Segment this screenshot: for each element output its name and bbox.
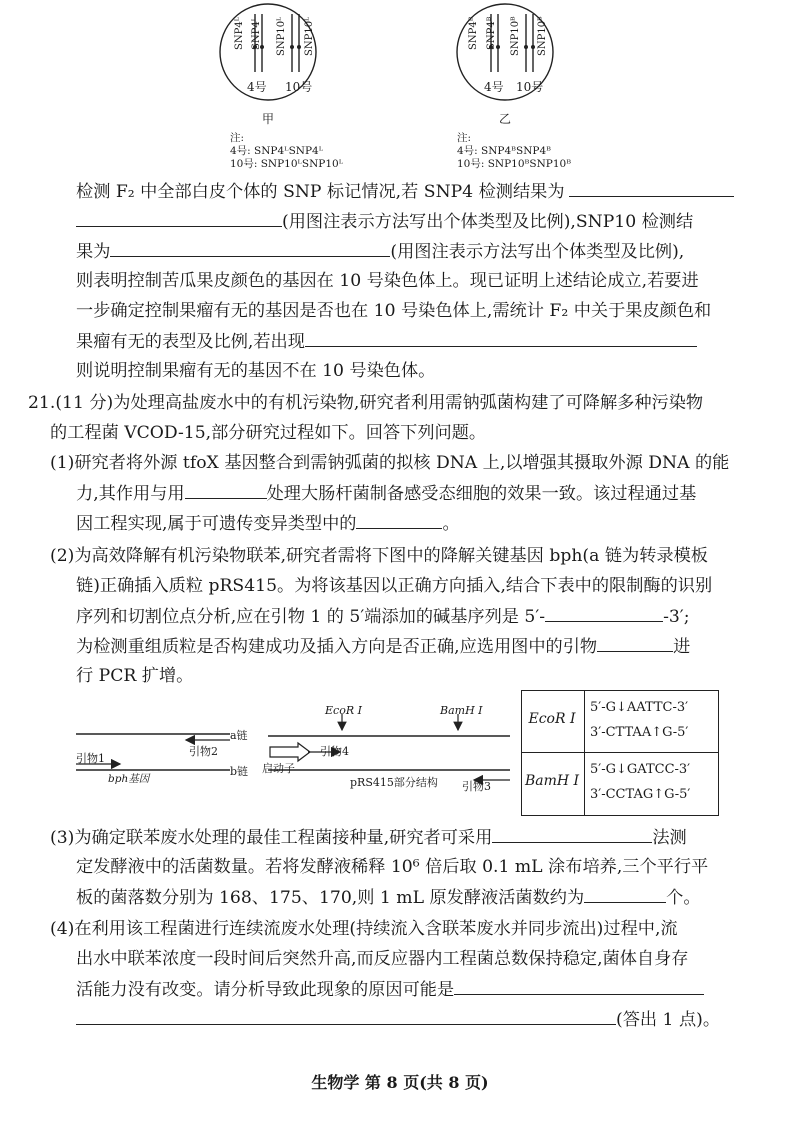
plasmid-label: pRS415部分结构 (350, 776, 438, 789)
enzyme-seq: 5′-G↓GATCC-3′ (590, 762, 691, 777)
q21-part4: (4)在利用该工程菌进行连续流废水处理(持续流入含联苯废水并同步流出)过程中,流 (50, 919, 678, 939)
q20-line: 则表明控制苦瓜果皮颜色的基因在 10 号染色体上。现已证明上述结论成立,若要进 (76, 271, 699, 291)
q21-part4: 出水中联苯浓度一段时间后突然升高,而反应器内工程菌总数保持稳定,菌体自身存 (76, 949, 689, 969)
snp-label: SNP10ᴮ (537, 16, 548, 56)
answer-blank[interactable] (597, 635, 673, 652)
enzyme-name: BamH Ⅰ (524, 773, 580, 789)
snp-label: SNP4ᴸ (234, 17, 245, 50)
figure-notes-right (457, 132, 571, 171)
text: (答出 1 点)。 (616, 1010, 721, 1030)
table-row (522, 691, 718, 752)
text: 果为 (76, 242, 111, 262)
text: 因工程实现,属于可遗传变异类型中的 (76, 514, 357, 534)
q20-line: 一步确定控制果瘤有无的基因是否也在 10 号染色体上,需统计 F₂ 中关于果皮颜色和 (76, 301, 712, 321)
table-row (522, 753, 718, 815)
snp-label: SNP4ᴸ (251, 17, 262, 50)
q21-part2: 链)正确插入质粒 pRS415。为将该基因以正确方向插入,结合下表中的限制酶的识别 (76, 576, 713, 596)
text: 个。 (666, 888, 701, 908)
answer-blank[interactable] (492, 826, 652, 843)
chr-label: 10号 (516, 80, 544, 94)
q21-part2: 行 PCR 扩增。 (76, 666, 194, 686)
snp-label: SNP4ᴮ (486, 16, 497, 50)
text: (3)为确定联苯废水处理的最佳工程菌接种量,研究者可采用 (50, 828, 493, 848)
text: 法测 (652, 828, 687, 848)
note-line: 注: (457, 132, 472, 144)
q21-part3: 定发酵液中的活菌数量。若将发酵液稀释 10⁶ 倍后取 0.1 mL 涂布培养,三个平行平 (76, 857, 709, 877)
primer3-label: 引物3 (462, 780, 491, 793)
text: 为检测重组质粒是否构建成功及插入方向是否正确,应选用图中的引物 (76, 637, 598, 657)
figure-notes-left (230, 132, 343, 171)
chr-label: 4号 (247, 80, 267, 94)
answer-blank[interactable] (76, 1008, 616, 1025)
q20-line (76, 180, 734, 203)
promoter-label: 启动子 (262, 762, 295, 775)
q21-part1: (1)研究者将外源 tfoX 基因整合到需钠弧菌的拟核 DNA 上,以增强其摄取外源 DNA 的能 (50, 453, 730, 473)
primer2-label: 引物2 (189, 745, 218, 758)
enzyme-table (521, 690, 719, 816)
text: 序列和切割位点分析,应在引物 1 的 5′端添加的碱基序列是 5′- (76, 607, 546, 627)
answer-blank[interactable] (110, 240, 390, 257)
q21-part1 (76, 512, 460, 535)
figure-caption-jia: 甲 (262, 112, 275, 126)
ecori-site-label: EcoR Ⅰ (325, 704, 362, 717)
text: 果瘤有无的表型及比例,若出现 (76, 332, 305, 352)
q21-part2 (76, 605, 690, 628)
answer-blank[interactable] (185, 482, 267, 499)
text: 。 (442, 514, 460, 534)
answer-blank[interactable] (305, 330, 697, 347)
text: 力,其作用与用 (76, 484, 185, 504)
b-chain-label: b链 (230, 765, 249, 778)
note-line: 4号: SNP4ᴸSNP4ᴸ (230, 145, 324, 157)
q20-line (76, 210, 693, 233)
q21-heading: 的工程菌 VCOD-15,部分研究过程如下。回答下列问题。 (50, 423, 487, 443)
q21-part2 (76, 635, 690, 658)
answer-blank[interactable] (76, 210, 282, 227)
primer4-label: 引物4 (320, 745, 349, 758)
q21-part3 (50, 826, 687, 849)
q21-part4 (76, 1008, 720, 1031)
answer-blank[interactable] (356, 512, 442, 529)
answer-blank[interactable] (545, 605, 663, 622)
enzyme-seq: 3′-CTTAA↑G-5′ (590, 725, 689, 740)
q21-part2: (2)为高效降解有机污染物联苯,研究者需将下图中的降解关键基因 bph(a 链为转录模板 (50, 546, 708, 566)
a-chain-label: a链 (230, 729, 248, 742)
snp-label: SNP4ᴮ (468, 16, 479, 50)
text: 进 (673, 637, 691, 657)
text: 检测 F₂ 中全部白皮个体的 SNP 标记情况,若 SNP4 检测结果为 (76, 182, 565, 202)
answer-blank[interactable] (569, 180, 734, 197)
q21-part1 (76, 482, 696, 505)
enzyme-name: EcoR Ⅰ (528, 711, 576, 727)
enzyme-seq: 3′-CCTAG↑G-5′ (590, 787, 691, 802)
q20-line (76, 240, 684, 263)
snp-label: SNP10ᴮ (510, 16, 521, 56)
q20-line (76, 330, 697, 353)
primer1-label: 引物1 (76, 752, 105, 765)
q20-line: 则说明控制果瘤有无的基因不在 10 号染色体。 (76, 361, 436, 381)
text: 处理大肠杆菌制备感受态细胞的效果一致。该过程通过基 (266, 484, 697, 504)
figure-caption-yi: 乙 (499, 112, 512, 126)
enzyme-seq: 5′-G↓AATTC-3′ (590, 700, 689, 715)
q21-part3 (76, 886, 701, 909)
chr-label: 10号 (285, 80, 313, 94)
page-footer: 生物学 第 8 页(共 8 页) (311, 1073, 489, 1092)
text: (用图注表示方法写出个体类型及比例), (390, 242, 685, 262)
text: 活能力没有改变。请分析导致此现象的原因可能是 (76, 980, 455, 1000)
note-line: 10号: SNP10ᴸSNP10ᴸ (230, 158, 344, 170)
text: 板的菌落数分别为 168、175、170,则 1 mL 原发酵液活菌数约为 (76, 888, 585, 908)
text: -3′; (663, 607, 690, 627)
bph-gene-label: bph基因 (108, 773, 150, 785)
q21-part4 (76, 978, 704, 1001)
note-line: 注: (230, 132, 245, 144)
note-line: 4号: SNP4ᴮSNP4ᴮ (457, 145, 552, 157)
answer-blank[interactable] (584, 886, 666, 903)
answer-blank[interactable] (454, 978, 704, 995)
note-line: 10号: SNP10ᴮSNP10ᴮ (457, 158, 572, 170)
chr-label: 4号 (484, 80, 504, 94)
snp-label: SNP10ᴸ (276, 16, 287, 56)
snp-label: SNP10ᴸ (304, 16, 315, 56)
text: (用图注表示方法写出个体类型及比例),SNP10 检测结 (282, 212, 694, 232)
q21-heading: 21.(11 分)为处理高盐废水中的有机污染物,研究者利用需钠弧菌构建了可降解多种污染物 (28, 393, 704, 413)
bamhi-site-label: BamH Ⅰ (440, 704, 483, 717)
